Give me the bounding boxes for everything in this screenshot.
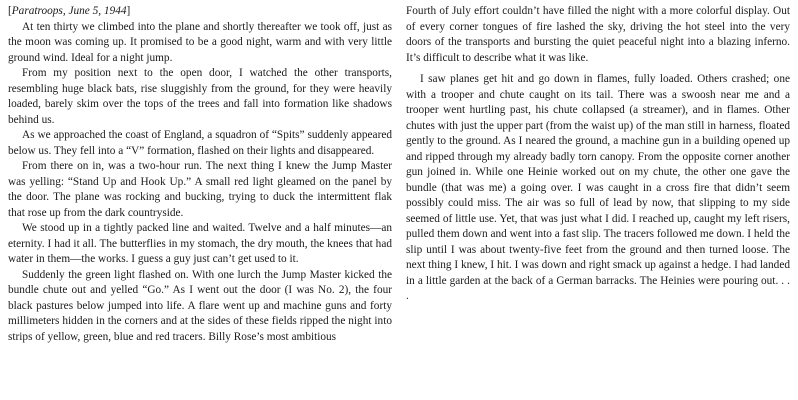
paragraph: As we approached the coast of England, a squadron of “Spits” suddenly appeared below us. They fell into a “V” formation, flashed on their lights and disappeared. [8,129,392,157]
paragraph-continued: Fourth of July effort couldn’t have filled the night with a more colorful display. Out of every corner tongues of fire lashed the sky, driving the hot steel into the very doors of the transports and bursting the quiet peaceful night into a blazing inferno. It’s difficult to describe what it was like. [406,5,790,64]
paragraph: At ten thirty we climbed into the plane and shortly thereafter we took off, just as the moon was coming up. It promised to be a good night, warm and with very little ground wind. Ideal for a night jump. [8,20,392,64]
section-header [8,4,392,20]
left-column [8,4,392,400]
paragraph: Suddenly the green light flashed on. With one lurch the Jump Master kicked the bundle chute out and yelled “Go.” As I went out the door (I was No. 2), the four black pastures below jumped into life. A flare went up and machine guns and forty millimeters hidden in the corners and at the sides of these fields ripped the night into strips of yellow, green, blue and red tracers. Billy Rose’s most ambitious [8,268,392,343]
right-column [406,4,790,400]
paragraph: From my position next to the open door, I watched the other transports, resembling huge black bats, rise sluggishly from the ground, for they were heavily loaded, barely skim over the tops of the trees and fall into formation like shadows behind us. [8,67,392,126]
paragraph: From there on in, was a two-hour run. The next thing I knew the Jump Master was yelling: “Stand Up and Hook Up.” A small red light gleamed on the panel by the door. The plane was rocking and bucking, trying to duck the intermittent flak that rose up from the dark countryside. [8,160,392,219]
paragraph: We stood up in a tightly packed line and waited. Twelve and a half minutes—an eternity. I had it all. The butterflies in my stomach, the dry mouth, the knees that had water in them—the works. I guess a guy just can’t get used to it. [8,222,392,265]
paragraph: I saw planes get hit and go down in flames, fully loaded. Others crashed; one with a trooper and chute caught on its tail. There was a swoosh near me and a trooper went hurtling past, his chute collapsed (a streamer), and in flames. Other chutes with just the upper part (from the waist up) of the man still in harness, floated gently to the ground. As I neared the ground, a machine gun in a building opened up and ripped through my already badly torn canopy. From the opposite corner another gun joined in. While one Heinie worked out on my chute, the other one gave the bundle (that was me) a going over. I was caught in a cross fire that didn’t seem possibly could miss. The air was so full of lead by now, that slipping to my side seemed of little use. Yet, that was just what I did. I reached up, caught my left risers, pulled them down and went into a fast slip. The tracers followed me down. I held the slip until I was about twenty-five feet from the ground and then turned loose. The next thing I knew, I hit. I was down and right smack up against a hedge. I had landed in a little garden at the back of a German barracks. The Heinies were pouring out. . . . [406,73,790,302]
header-title: Paratroops, June 5, 1944 [11,5,127,17]
header-open-bracket: [ [8,5,12,17]
header-close-bracket: ] [126,5,131,17]
